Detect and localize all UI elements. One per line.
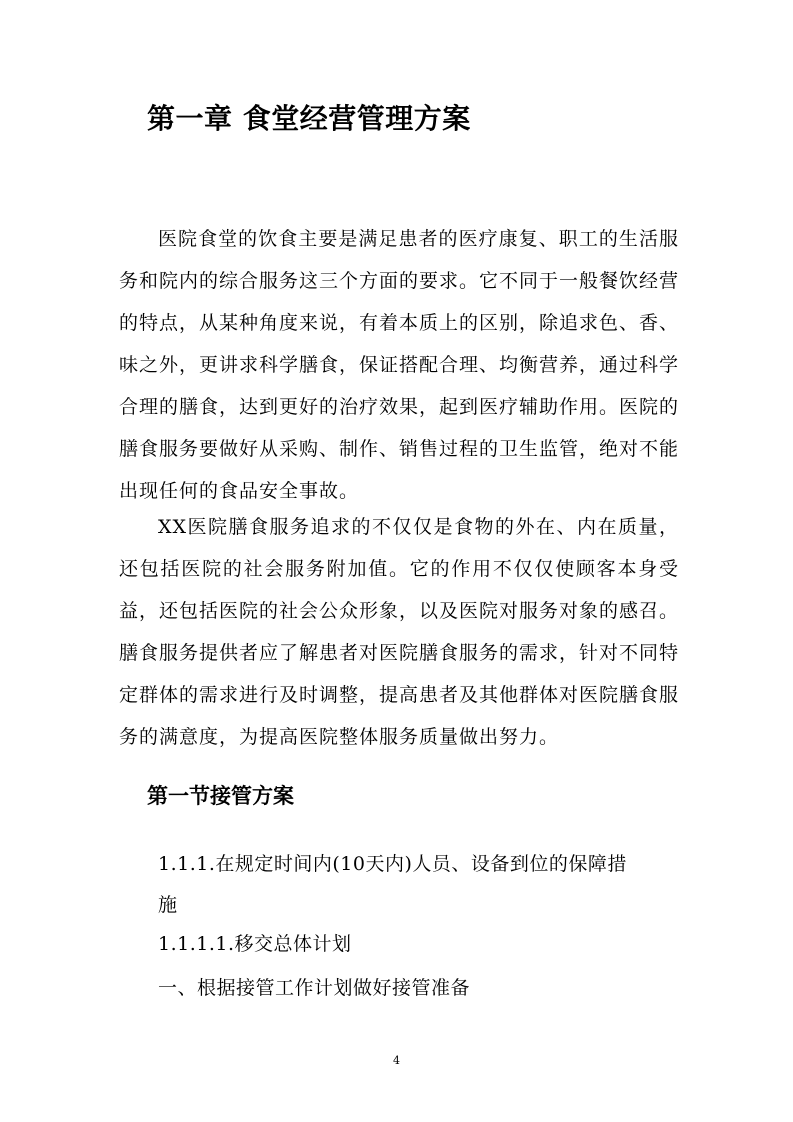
page-number: 4	[393, 1054, 400, 1067]
subheading-1-1-1: 1.1.1.在规定时间内(10天内)人员、设备到位的保障措	[158, 853, 627, 875]
subheading-1-1-1-1: 1.1.1.1.移交总体计划	[158, 933, 352, 955]
section-title: 第一节接管方案	[147, 784, 294, 808]
body-paragraph-1: 医院食堂的饮食主要是满足患者的医疗康复、职工的生活服务和院内的综合服务这三个方面的要求。它不同于一般餐饮经营的特点，从某种角度来说，有着本质上的区别，除追求色、香、味之外，更讲求科学膳食，保证搭配合理、均衡营养，通过科学合理的膳食，达到更好的治疗效果，起到医疗辅助作用。医院的膳食服务要做好从采购、制作、销售过程的卫生监管，绝对不能出现任何的食品安全事故。	[119, 228, 680, 502]
chapter-title: 第一章 食堂经营管理方案	[147, 102, 471, 135]
subheading-item-one: 一、根据接管工作计划做好接管准备	[158, 977, 471, 999]
subheading-1-1-1-continued: 施	[158, 894, 178, 916]
body-paragraph-2: XX医院膳食服务追求的不仅仅是食物的外在、内在质量，还包括医院的社会服务附加值。它的作用不仅仅使顾客本身受益，还包括医院的社会公众形象，以及医院对服务对象的感召。膳食服务提供者应了解患者对医院膳食服务的需求，针对不同特定群体的需求进行及时调整，提高患者及其他群体对医院膳食服务的满意度，为提高医院整体服务质量做出努力。	[119, 516, 680, 748]
